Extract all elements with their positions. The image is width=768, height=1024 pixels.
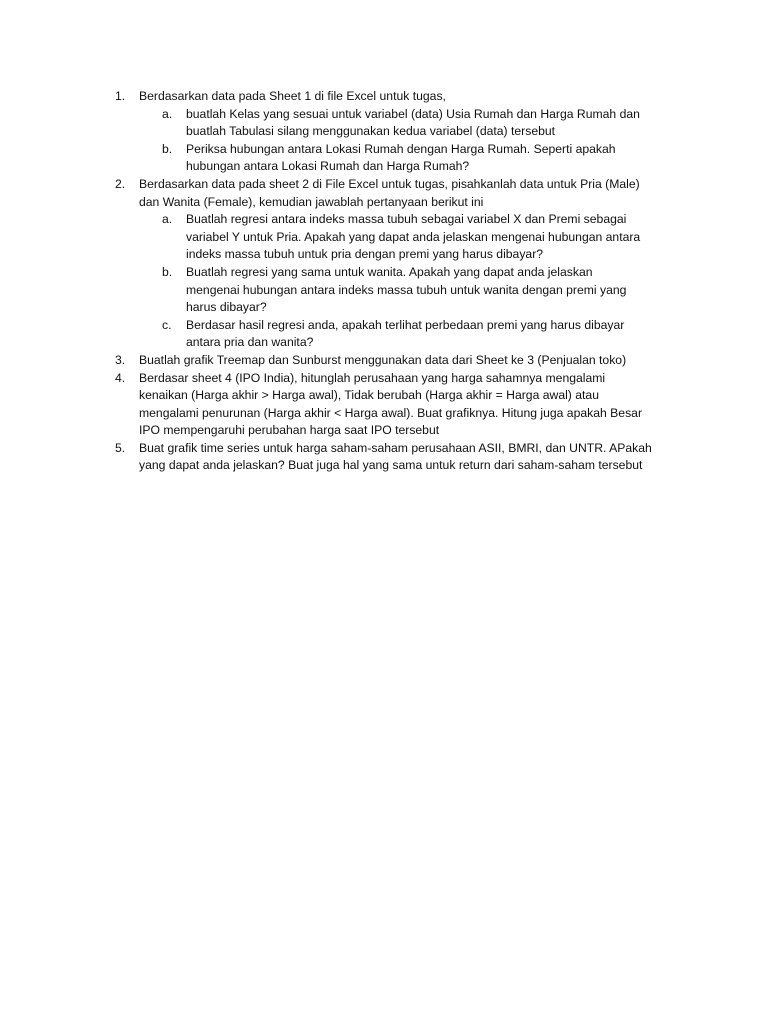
subtask-item [139,141,690,176]
subtask-letter: b. [162,141,173,156]
task-item [100,352,690,370]
subtask-item [139,211,690,264]
task-text-line: yang dapat anda jelaskan? Buat juga hal yang sama untuk return dari saham-saham tersebut [139,458,643,473]
subtask-text-line: Periksa hubungan antara Lokasi Rumah dengan Harga Rumah. Seperti apakah [186,141,616,156]
task-number: 1. [115,89,126,103]
task-text-line: kenaikan (Harga akhir > Harga awal), Tidak berubah (Harga akhir = Harga awal) atau [139,388,599,403]
task-number: 2. [115,176,126,191]
subtask-text-line: Berdasar hasil regresi anda, apakah terlihat perbedaan premi yang harus dibayar [186,317,625,332]
task-number: 5. [115,440,126,455]
task-item [100,176,690,352]
subtask-list [139,106,690,176]
subtask-text-line: indeks massa tubuh untuk pria dengan premi yang harus dibayar? [186,247,544,262]
task-item [100,440,690,475]
subtask-list [139,211,690,352]
task-text-line: Berdasarkan data pada sheet 2 di File Excel untuk tugas, pisahkanlah data untuk Pria (Male) [139,176,640,191]
subtask-letter: c. [162,317,172,332]
task-text-line: Buatlah grafik Treemap dan Sunburst menggunakan data dari Sheet ke 3 (Penjualan toko) [139,352,627,367]
subtask-text-line: Buatlah regresi yang sama untuk wanita. Apakah yang dapat anda jelaskan [186,264,593,279]
subtask-item [139,317,690,352]
task-text-line: Berdasarkan data pada Sheet 1 di file Excel untuk tugas, [139,89,446,103]
task-text-line: Buat grafik time series untuk harga saham-saham perusahaan ASII, BMRI, dan UNTR. APakah [139,440,652,455]
subtask-text-line: variabel Y untuk Pria. Apakah yang dapat anda jelaskan mengenai hubungan antara [186,229,641,244]
task-text-line: dan Wanita (Female), kemudian jawablah pertanyaan berikut ini [139,194,484,209]
subtask-text-line: hubungan antara Lokasi Rumah dan Harga Rumah? [186,159,470,174]
task-text-line: mengalami penurunan (Harga akhir < Harga awal). Buat grafiknya. Hitung juga apakah Besar [139,405,643,420]
task-list [100,88,690,475]
subtask-item [139,264,690,317]
task-text-line: IPO mempengaruhi perubahan harga saat IPO tersebut [139,423,440,438]
task-number: 4. [115,370,126,385]
subtask-text-line: harus dibayar? [186,300,267,315]
subtask-letter: a. [162,106,173,121]
subtask-text-line: mengenai hubungan antara indeks massa tubuh untuk wanita dengan premi yang [186,282,627,297]
subtask-text-line: buatlah Kelas yang sesuai untuk variabel (data) Usia Rumah dan Harga Rumah dan [186,106,640,121]
subtask-text-line: antara pria dan wanita? [186,335,314,350]
subtask-text-line: buatlah Tabulasi silang menggunakan kedua variabel (data) tersebut [186,124,556,139]
subtask-letter: a. [162,212,173,227]
task-item [100,88,690,176]
subtask-letter: b. [162,264,173,279]
task-number: 3. [115,352,126,367]
task-text-line: Berdasar sheet 4 (IPO India), hitunglah perusahaan yang harga sahamnya mengalami [139,370,606,385]
task-item [100,370,690,440]
subtask-item [139,106,690,141]
subtask-text-line: Buatlah regresi antara indeks massa tubuh sebagai variabel X dan Premi sebagai [186,212,627,227]
